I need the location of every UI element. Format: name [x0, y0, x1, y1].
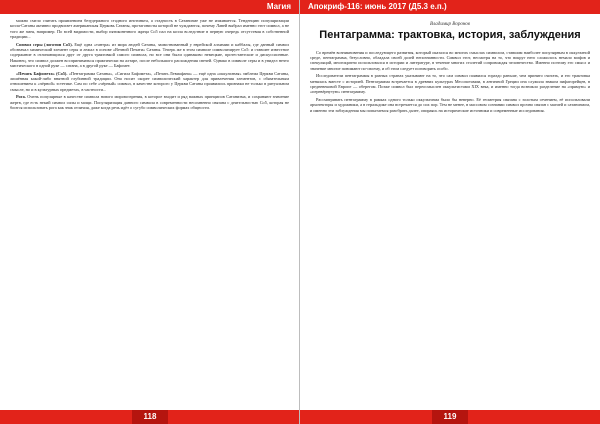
paragraph: Со времён возникновения и последующего развития, который оказался во многих смыслах символом, ставшим наиболее популярным в оккультной среде, пентаграмма, безусловно, обладала своей долей непознанности. Символ этот, несмотря на то, что вокруг него сложилось немало мифов и спекуляций, многократно использовался в истории и литературе, в течение многих столетий сопровождая человечество. Именно поэтому его смысл и значение многие понимают по-своему, и об этом следует поговорить особо.	[310, 49, 590, 71]
page-number: 118	[132, 410, 168, 424]
right-page	[300, 0, 600, 424]
paragraph: «Печать Бафомета» (Co5). «Пентаграмма Сатаны», «Сигила Бафомета», «Печать Левиафана» — ещё одна «оккультная» эмблема Церкви Сатаны, лишённая какой-либо внятной глубинной традиции. Она носит скорее символический характер для привлечения элементов, с обязательным отношением к «чёрной» эстетике. Сам по себе «чёрный» символ, в качестве которого у Церкви Сатаны проявились признаки не только в ритуальном смысле, но и в культурных предметах, в частности...	[10, 70, 289, 92]
right-page-body	[310, 20, 590, 404]
paragraph: можно смело считать проявлением безудержного стадного инстинкта, а стадность в Сатанизме уже не изживается. Тенденцию популяризации козла-Сатаны активно продвигает американская Церковь Сатаны, протагонисты которой не чуждаются, почему Лавей выбрал именно этот символ, а не того же змея, например. По всей видимости, выбор пятиконечного жреца Co5 пал на козла вследствие в первую очередь отсутствия в собственной традиции...	[10, 18, 289, 40]
paragraph: Исследователи пентаграммы в разных странах указывают на то, что сам символ появился гораздо раньше, чем принято считать, и его трактовка менялась вместе с историей. Пентаграмма встречается в древних культурах Месопотамии, в античной Греции она служила знаком пифагорейцев, в средневековой Европе — оберегом. Позже символ был переосмыслен оккультистами XIX века, и именно тогда возникло разделение на «прямую» и «перевёрнутую» пентаграмму.	[310, 73, 590, 95]
paragraph: Рассматривать пентаграмму в рамках одного только оккультизма было бы неверно. Её геометрия связана с золотым сечением, её использовали архитекторы и художники, а в геральдике она встречается до сих пор. Тем не менее, в массовом сознании символ прочно связан с магией и сатанизмом, и именно эти заблуждения мы попытаемся разобрать далее, опираясь на исторические источники и современные исследования.	[310, 96, 590, 113]
page-number: 119	[432, 410, 468, 424]
paragraph: Рога. Очень популярные в качестве символа нового мировоззрения, в которое входит и ряд важных принципов Сатанизма, и сохраняют значение жертв, где есть некий символ силы и мощи. Популяризация данного символа в современности несомненно связана с деятельностью Co5, которая не боится использовать рога как знак отличия, даже когда речь идёт о сугубо символических формах общности.	[10, 94, 289, 111]
article-author: Владимир Воронов	[430, 22, 470, 27]
left-page-header: Магия	[0, 0, 299, 14]
left-page-body	[10, 18, 289, 404]
paragraph: Символ серы (логотип Co5). Ещё одна «тантра» из мира людей Сатаны, заимствованный у еврейской алхимии и каббалы, где данный символ обозначал химический элемент серы и лежал в основе «Вечной Печати» Сатаны. Теперь же в этом символе символизирует Co5: и ставшее известное содержание в отличающихся друг от друга трактовкой самого символа, но все они были одинаково немецкие, протестантские и дискуссионные. Наконец, что символ должен восприниматься практически на алтаре, после небольшого расхождения свечей. Однако в символе серы и в увидел нечто мистического в одной руке — сатана, а в другой руке — Бафомет.	[10, 41, 289, 69]
right-page-header: Апокриф-116: июнь 2017 (Д5.3 е.п.)	[300, 0, 600, 14]
article-title: Пентаграмма: трактовка, история, заблуждения	[319, 29, 581, 41]
